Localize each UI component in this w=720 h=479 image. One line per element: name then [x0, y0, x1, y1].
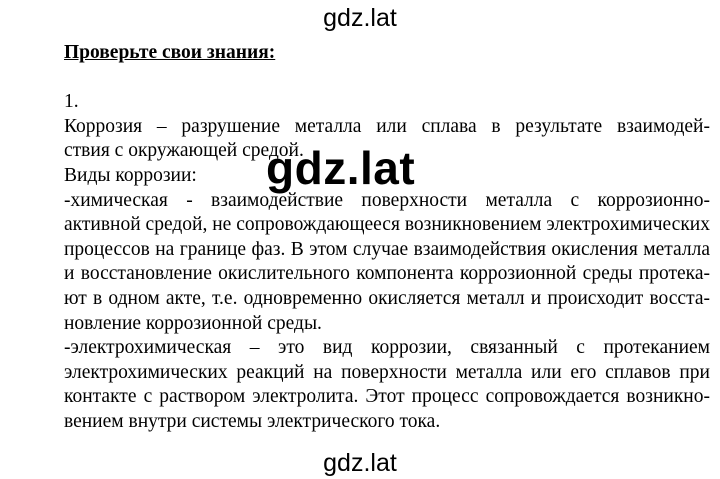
section-heading: Проверьте свои знания: — [64, 42, 276, 63]
text-line: Виды коррозии: — [64, 164, 197, 186]
watermark-center: gdz.lat — [266, 142, 416, 194]
text-line: ют в одном акте, т.е. одновременно окисляется металл и происходит восста- — [64, 287, 710, 309]
text-line: Коррозия – разрушение металла или сплава в результате взаимодей- — [64, 115, 710, 137]
text-line: процессов на границе фаз. В этом случае взаимодействия окисления металла — [64, 238, 710, 260]
text-line: -химическая - взаимодействие поверхности металла с коррозионно- — [64, 189, 710, 211]
question-number: 1. — [64, 91, 79, 113]
text-line: контакте с раствором электролита. Этот процесс сопровождается возникно- — [64, 386, 710, 408]
text-line: вением внутри системы электрического тока. — [64, 410, 441, 432]
text-line: активной средой, не сопровождающееся возникновением электрохимических — [64, 214, 710, 236]
watermark-top: gdz.lat — [323, 4, 397, 32]
text-line: и восстановление окислительного компонента коррозионной среды протека- — [64, 263, 710, 285]
text-line: ствия с окружающей средой. — [64, 140, 304, 162]
text-line: новление коррозионной среды. — [64, 312, 322, 334]
document-body — [64, 41, 710, 435]
text-line: электрохимических реакций на поверхности металла или его сплавов при — [64, 361, 710, 383]
watermark-bottom: gdz.lat — [323, 449, 397, 477]
text-line: -электрохимическая – это вид коррозии, связанный с протеканием — [64, 337, 710, 359]
